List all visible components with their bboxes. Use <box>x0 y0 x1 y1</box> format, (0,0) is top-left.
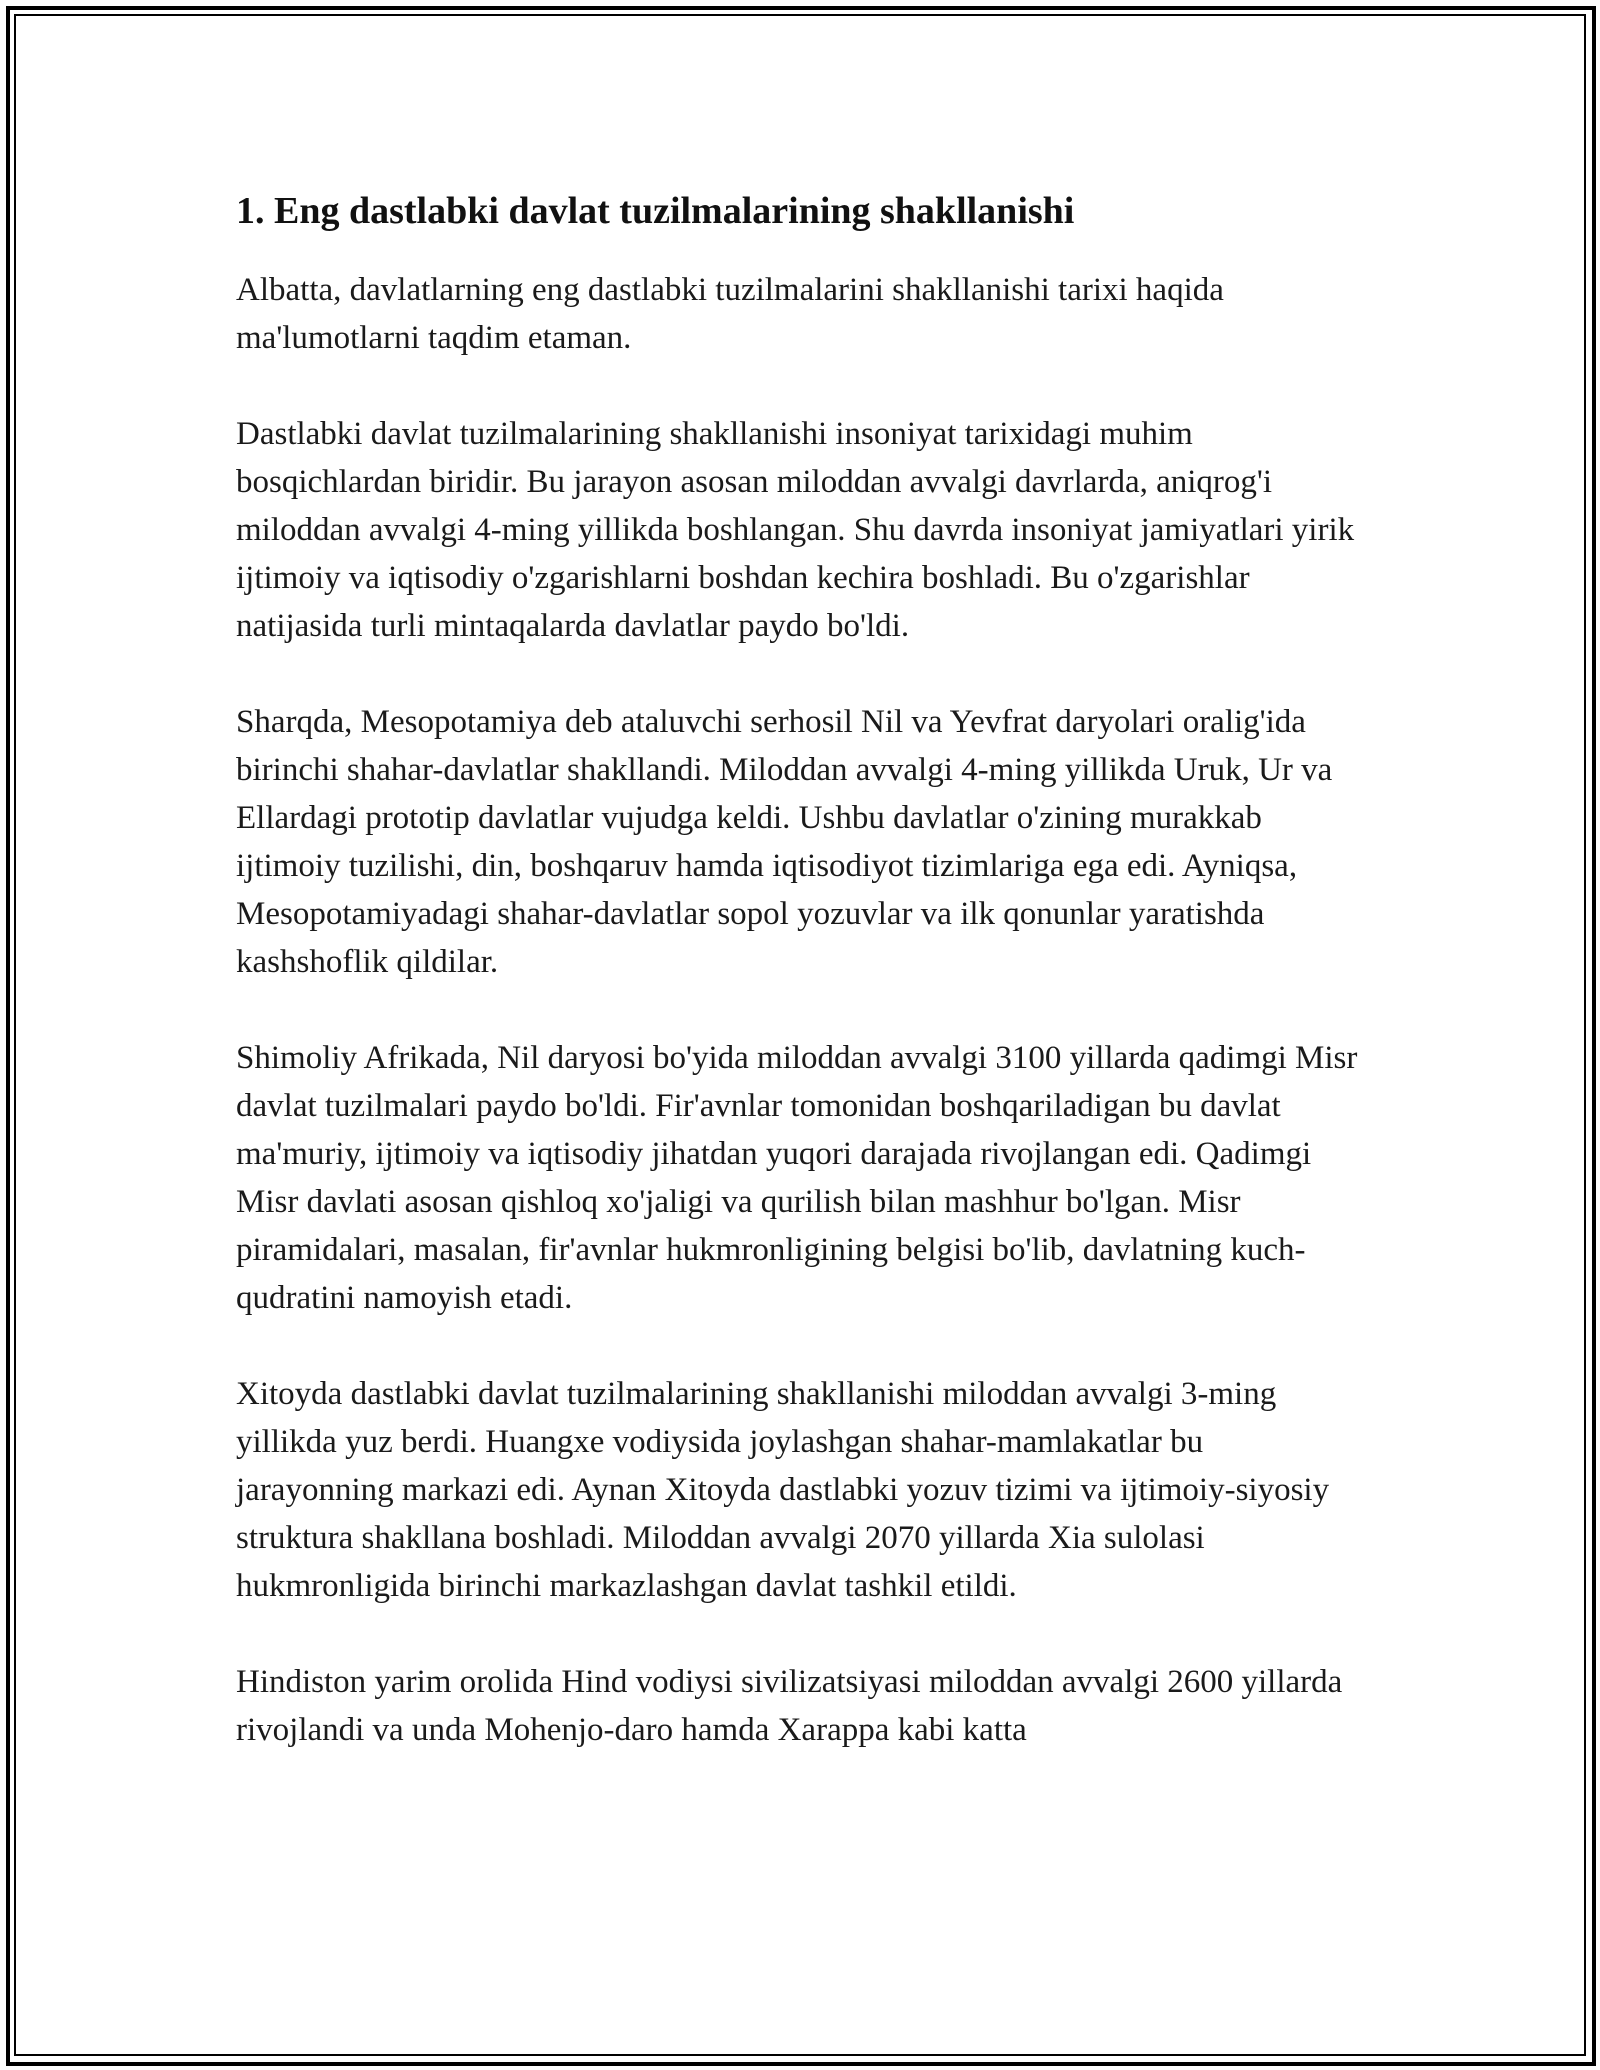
document-body <box>236 186 1366 1802</box>
paragraph-egypt: Shimoliy Afrikada, Nil daryosi bo'yida miloddan avvalgi 3100 yillarda qadimgi Misr davlat tuzilmalari paydo bo'ldi. Fir'avnlar tomonidan boshqariladigan bu davlat ma'muriy, ijtimoiy va iqtisodiy jihatdan yuqori darajada rivojlangan edi. Qadimgi Misr davlati asosan qishloq xo'jaligi va qurilish bilan mashhur bo'lgan. Misr piramidalari, masalan, fir'avnlar hukmronligining belgisi bo'lib, davlatning kuch-qudratini namoyish etadi. <box>236 1040 1358 1316</box>
paragraph-intro: Albatta, davlatlarning eng dastlabki tuzilmalarini shakllanishi tarixi haqida ma'lumotlarni taqdim etaman. <box>236 272 1224 356</box>
section-heading: 1. Eng dastlabki davlat tuzilmalarining shakllanishi <box>236 190 1075 232</box>
paragraph-china: Xitoyda dastlabki davlat tuzilmalarining shakllanishi miloddan avvalgi 3-ming yillikda yuz berdi. Huangxe vodiysida joylashgan shahar-mamlakatlar bu jarayonning markazi edi. Aynan Xitoyda dastlabki yozuv tizimi va ijtimoiy-siyosiy struktura shakllana boshladi. Miloddan avvalgi 2070 yillarda Xia sulolasi hukmronligida birinchi markazlashgan davlat tashkil etildi. <box>236 1376 1330 1604</box>
paragraph-early-states: Dastlabki davlat tuzilmalarining shakllanishi insoniyat tarixidagi muhim bosqichlardan biridir. Bu jarayon asosan miloddan avvalgi davrlarda, aniqrog'i miloddan avvalgi 4-ming yillikda boshlangan. Shu davrda insoniyat jamiyatlari yirik ijtimoiy va iqtisodiy o'zgarishlarni boshdan kechira boshladi. Bu o'zgarishlar natijasida turli mintaqalarda davlatlar paydo bo'ldi. <box>236 416 1355 644</box>
paragraph-india: Hindiston yarim orolida Hind vodiysi sivilizatsiyasi miloddan avvalgi 2600 yillarda rivojlandi va unda Mohenjo-daro hamda Xarappa kabi katta <box>236 1664 1343 1748</box>
paragraph-mesopotamia: Sharqda, Mesopotamiya deb ataluvchi serhosil Nil va Yevfrat daryolari oralig'ida birinchi shahar-davlatlar shakllandi. Miloddan avvalgi 4-ming yillikda Uruk, Ur va Ellardagi prototip davlatlar vujudga keldi. Ushbu davlatlar o'zining murakkab ijtimoiy tuzilishi, din, boshqaruv hamda iqtisodiyot tizimlariga ega edi. Ayniqsa, Mesopotamiyadagi shahar-davlatlar sopol yozuvlar va ilk qonunlar yaratishda kashshoflik qildilar. <box>236 704 1333 980</box>
